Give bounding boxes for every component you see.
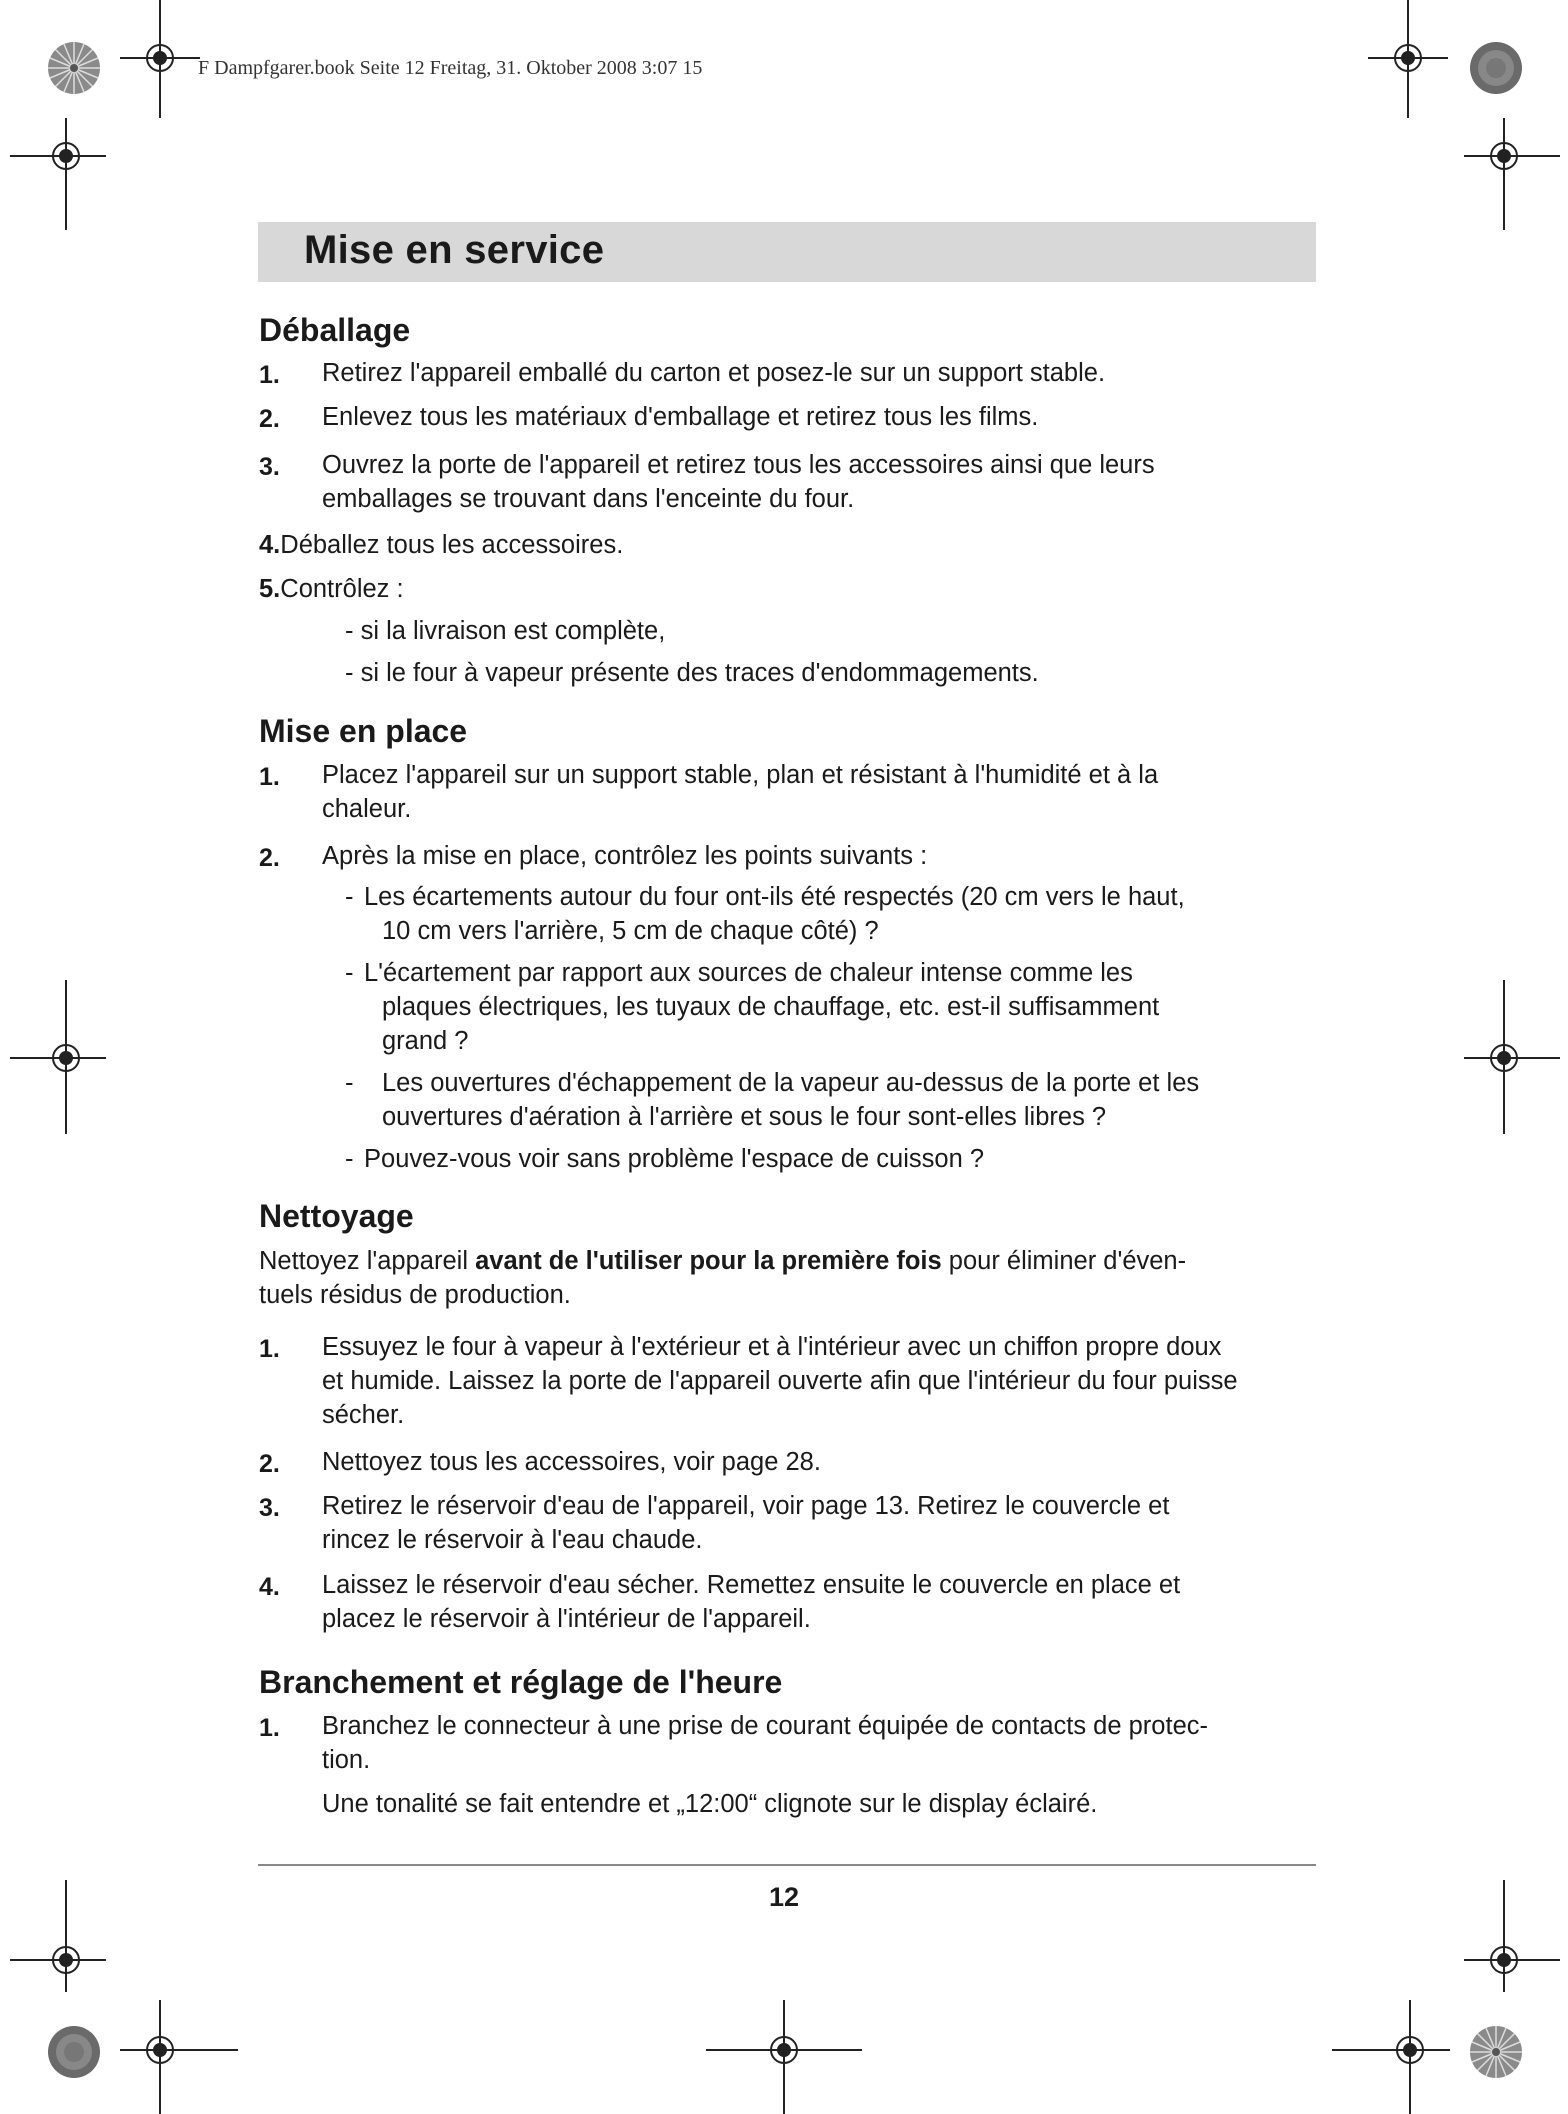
- step-number: 2.: [259, 1450, 280, 1478]
- intro-paragraph: [259, 1244, 1186, 1278]
- step-text: tion.: [322, 1746, 371, 1774]
- step-text: rincez le réservoir à l'eau chaude.: [322, 1526, 703, 1554]
- section-heading-nettoyage: Nettoyage: [259, 1198, 414, 1234]
- step-item: [259, 528, 623, 562]
- check-dash: -: [345, 1069, 354, 1097]
- step-text: emballages se trouvant dans l'enceinte du four.: [322, 485, 855, 513]
- check-text: Les écartements autour du four ont-ils été respectés (20 cm vers le haut,: [364, 883, 1185, 911]
- step-text: Branchez le connecteur à une prise de courant équipée de contacts de protec-: [322, 1712, 1208, 1740]
- step-text: placez le réservoir à l'intérieur de l'appareil.: [322, 1605, 811, 1633]
- step-text: et humide. Laissez la porte de l'appareil ouverte afin que l'intérieur du four puisse: [322, 1367, 1238, 1395]
- step-text: Laissez le réservoir d'eau sécher. Remettez ensuite le couvercle en place et: [322, 1571, 1181, 1599]
- intro-text: pour éliminer d'éven-: [941, 1247, 1187, 1275]
- step-number: 4.: [259, 1573, 280, 1601]
- step-text: sécher.: [322, 1401, 405, 1429]
- page-number: 12: [768, 1882, 800, 1912]
- step-text: Nettoyez tous les accessoires, voir page 28.: [322, 1448, 821, 1476]
- step-text: chaleur.: [322, 795, 412, 823]
- intro-text: Nettoyez l'appareil: [259, 1247, 476, 1275]
- check-item: - si le four à vapeur présente des traces d'endommagements.: [345, 659, 1039, 687]
- check-text: grand ?: [382, 1027, 469, 1055]
- step-text: Retirez le réservoir d'eau de l'appareil, voir page 13. Retirez le couvercle et: [322, 1492, 1170, 1520]
- print-slug: F Dampfgarer.book Seite 12 Freitag, 31. Oktober 2008 3:07 15: [198, 57, 703, 79]
- step-number: 2.: [259, 405, 280, 433]
- step-number: 5.: [259, 575, 281, 603]
- step-number: 2.: [259, 844, 280, 872]
- section-heading-deballage: Déballage: [259, 312, 411, 348]
- section-heading-branchement: Branchement et réglage de l'heure: [259, 1664, 783, 1700]
- check-text: Pouvez-vous voir sans problème l'espace de cuisson ?: [364, 1145, 985, 1173]
- step-text: Ouvrez la porte de l'appareil et retirez tous les accessoires ainsi que leurs: [322, 451, 1155, 479]
- check-dash: -: [345, 959, 354, 987]
- check-text: L'écartement par rapport aux sources de chaleur intense comme les: [364, 959, 1133, 987]
- step-number: 3.: [259, 1494, 280, 1522]
- step-text: Après la mise en place, contrôlez les points suivants :: [322, 842, 928, 870]
- step-number: 1.: [259, 361, 280, 389]
- section-heading-mise-en-place: Mise en place: [259, 713, 468, 749]
- step-number: 1.: [259, 1335, 280, 1363]
- check-dash: -: [345, 1145, 354, 1173]
- step-number: 4.: [259, 531, 281, 559]
- step-number: 1.: [259, 763, 280, 791]
- check-text: 10 cm vers l'arrière, 5 cm de chaque côté) ?: [382, 917, 879, 945]
- step-number: 3.: [259, 453, 280, 481]
- page-title: Mise en service: [304, 228, 605, 272]
- step-item: [259, 572, 404, 606]
- step-text: Déballez tous les accessoires.: [280, 531, 624, 559]
- step-text: Retirez l'appareil emballé du carton et posez-le sur un support stable.: [322, 359, 1106, 387]
- intro-emphasis: avant de l'utiliser pour la première fois: [475, 1247, 942, 1275]
- check-dash: -: [345, 883, 354, 911]
- note-text: Une tonalité se fait entendre et „12:00“ clignote sur le display éclairé.: [322, 1790, 1098, 1818]
- check-text: Les ouvertures d'échappement de la vapeur au-dessus de la porte et les: [382, 1069, 1200, 1097]
- step-text: Placez l'appareil sur un support stable, plan et résistant à l'humidité et à la: [322, 761, 1159, 789]
- step-number: 1.: [259, 1714, 280, 1742]
- check-text: plaques électriques, les tuyaux de chauffage, etc. est-il suffisamment: [382, 993, 1160, 1021]
- step-text: Enlevez tous les matériaux d'emballage et retirez tous les films.: [322, 403, 1039, 431]
- step-text: Essuyez le four à vapeur à l'extérieur et à l'intérieur avec un chiffon propre doux: [322, 1333, 1222, 1361]
- check-item: - si la livraison est complète,: [345, 617, 666, 645]
- check-text: ouvertures d'aération à l'arrière et sous le four sont-elles libres ?: [382, 1103, 1107, 1131]
- step-text: Contrôlez :: [280, 575, 404, 603]
- footer-rule: [258, 1864, 1316, 1866]
- intro-text: tuels résidus de production.: [259, 1281, 571, 1309]
